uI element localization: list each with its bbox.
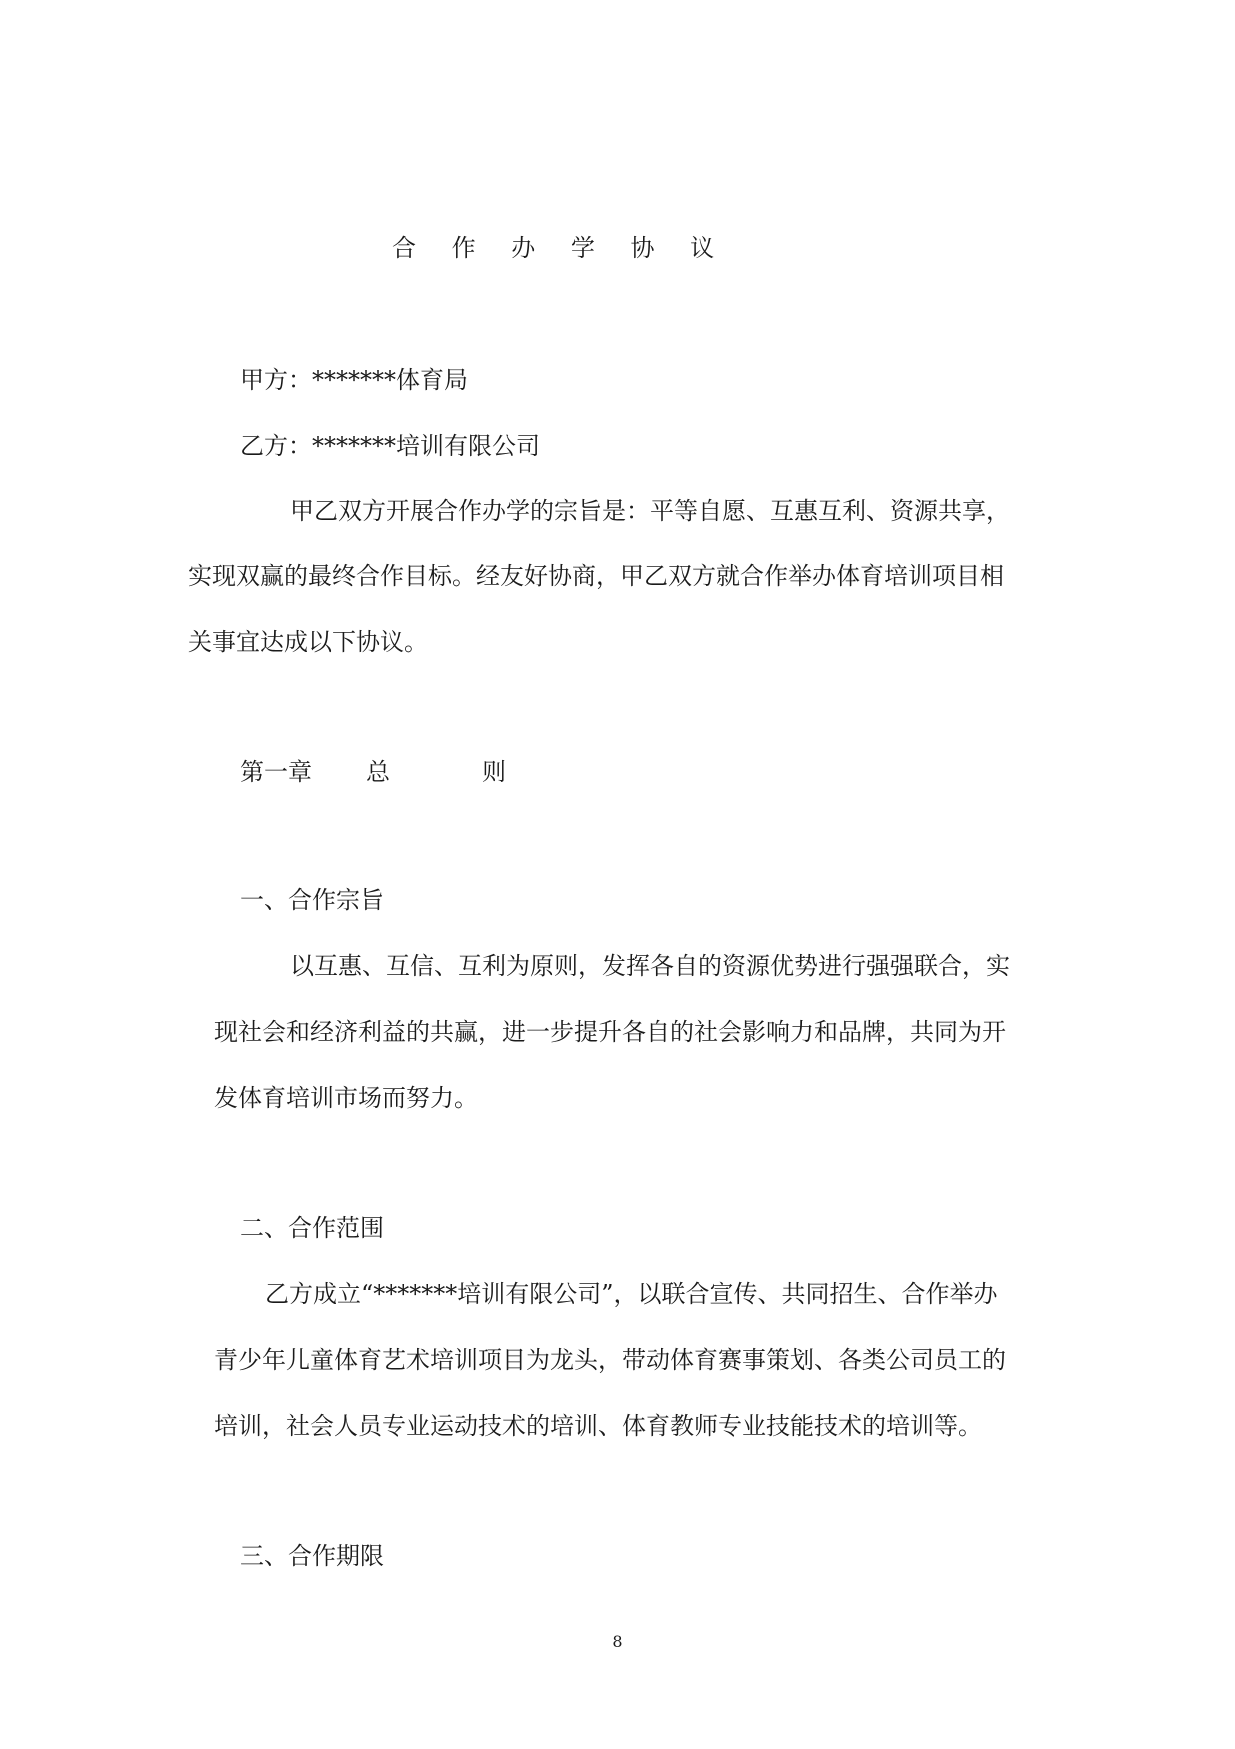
page-number: 8 — [612, 1632, 623, 1651]
chapter-name-part1: 总 — [366, 758, 390, 786]
section-1-line-2: 现社会和经济利益的共赢，进一步提升各自的社会影响力和品牌，共同为开 — [214, 1018, 1006, 1046]
section-3-title: 三、合作期限 — [240, 1542, 384, 1570]
chapter-heading — [240, 756, 506, 788]
section-1-title: 一、合作宗旨 — [240, 886, 384, 914]
section-2-title: 二、合作范围 — [240, 1214, 384, 1242]
intro-line-2: 实现双赢的最终合作目标。经友好协商，甲乙双方就合作举办体育培训项目相 — [188, 562, 1004, 590]
section-2-line-1: 乙方成立“*******培训有限公司”，以联合宣传、共同招生、合作举办 — [265, 1280, 998, 1308]
section-1-line-3: 发体育培训市场而努力。 — [214, 1084, 478, 1112]
party-b-line: 乙方：*******培训有限公司 — [240, 432, 540, 460]
section-2-line-3: 培训，社会人员专业运动技术的培训、体育教师专业技能技术的培训等。 — [214, 1412, 982, 1440]
chapter-name-part2: 则 — [482, 758, 506, 786]
intro-line-3: 关事宜达成以下协议。 — [188, 628, 428, 656]
section-1-line-1: 以互惠、互信、互利为原则，发挥各自的资源优势进行强强联合，实 — [290, 952, 1010, 980]
section-2-line-2: 青少年儿童体育艺术培训项目为龙头，带动体育赛事策划、各类公司员工的 — [214, 1346, 1006, 1374]
party-a-line: 甲方：*******体育局 — [240, 366, 468, 394]
intro-line-1: 甲乙双方开展合作办学的宗旨是：平等自愿、互惠互利、资源共享， — [290, 497, 1010, 525]
chapter-label: 第一章 — [240, 758, 312, 786]
document-title: 合 作 办 学 协 议 — [392, 234, 729, 262]
